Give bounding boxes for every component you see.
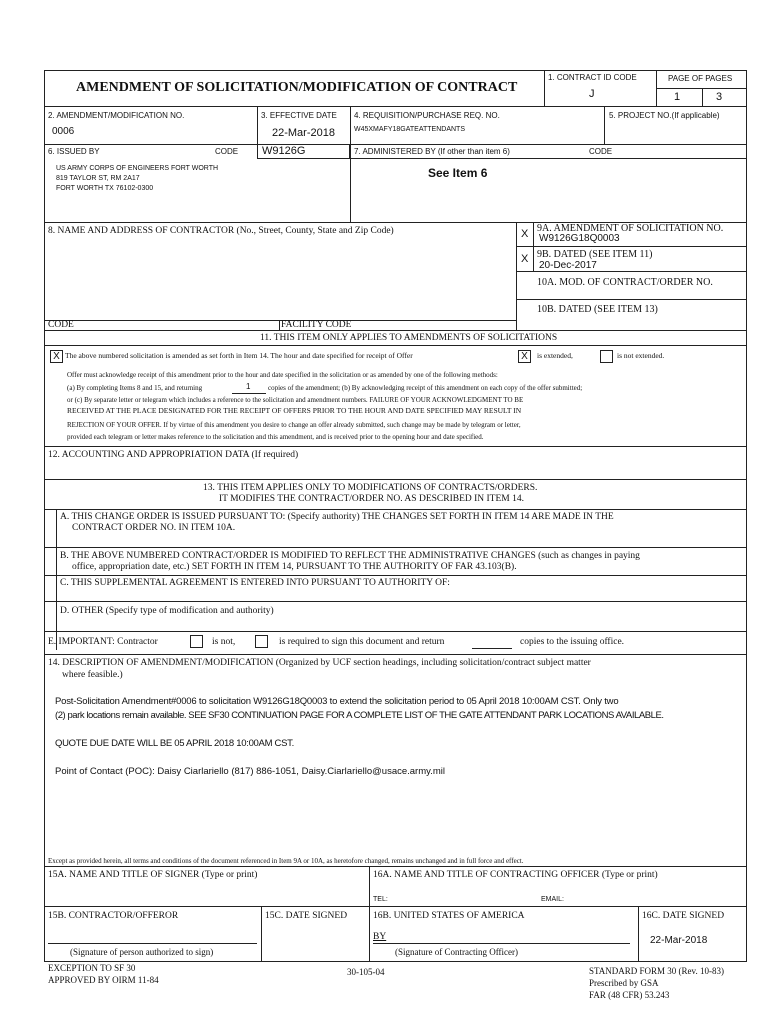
item9a-value: W9126G18Q0003 bbox=[539, 233, 620, 244]
administered-by-label: 7. ADMINISTERED BY (If other than item 6) bbox=[354, 147, 510, 156]
facility-code-label: FACILITY CODE bbox=[281, 320, 352, 330]
page-number: 1 bbox=[674, 91, 681, 103]
item9a-checkbox[interactable]: X bbox=[521, 228, 529, 240]
see-item-6: See Item 6 bbox=[428, 166, 488, 180]
contractor-is-required-checkbox[interactable] bbox=[255, 635, 268, 648]
item13-d: D. OTHER (Specify type of modification and authority) bbox=[60, 606, 274, 616]
item11-line1: The above numbered solicitation is amended as set forth in Item 14. The hour and date specified for receipt of Offer bbox=[65, 351, 413, 360]
footer-prescribed: Prescribed by GSA bbox=[589, 978, 659, 988]
important-is-required: is required to sign this document and return bbox=[279, 637, 445, 647]
item11-para4: RECEIVED AT THE PLACE DESIGNATED FOR THE RECEIPT OF OFFERS PRIOR TO THE HOUR AND DATE SPECIFIED MAY RESULT IN bbox=[67, 406, 522, 415]
item12-label: 12. ACCOUNTING AND APPROPRIATION DATA (If required) bbox=[48, 450, 299, 460]
item11-para5: REJECTION OF YOUR OFFER. If by virtue of this amendment you desire to change an offer already submitted, such change may be made by telegram or letter, bbox=[67, 421, 521, 429]
item11-para6: provided each telegram or letter makes reference to the solicitation and this amendment, and is received prior to the opening hour and date specified. bbox=[67, 433, 484, 441]
description-poc: Point of Contact (POC): Daisy Ciarlariello (817) 886-1051, Daisy.Ciarlariello@usace.army.mil bbox=[55, 766, 445, 777]
project-no-label: 5. PROJECT NO.(If applicable) bbox=[609, 111, 720, 120]
amendment-no-label: 2. AMENDMENT/MODIFICATION NO. bbox=[48, 111, 185, 120]
requisition-label: 4. REQUISITION/PURCHASE REQ. NO. bbox=[354, 111, 500, 120]
item9a-label: 9A. AMENDMENT OF SOLICITATION NO. bbox=[537, 223, 724, 234]
item13-b-line2: office, appropriation date, etc.) SET FORTH IN ITEM 14, PURSUANT TO THE AUTHORITY OF FAR 43.103(B). bbox=[72, 562, 517, 572]
signer-name-label: 15A. NAME AND TITLE OF SIGNER (Type or print) bbox=[48, 870, 258, 880]
item9b-label: 9B. DATED (SEE ITEM 11) bbox=[537, 249, 653, 260]
effective-date-label: 3. EFFECTIVE DATE bbox=[261, 111, 337, 120]
except-clause: Except as provided herein, all terms and conditions of the document referenced in Item 9A or 10A, as heretofore changed, remains unchanged and in full force and effect. bbox=[48, 857, 524, 865]
by-label: BY bbox=[373, 932, 387, 942]
page-total: 3 bbox=[716, 91, 723, 103]
contract-id-label: 1. CONTRACT ID CODE bbox=[548, 73, 637, 82]
officer-date-signed-label: 16C. DATE SIGNED bbox=[642, 911, 725, 921]
important-copies: copies to the issuing office. bbox=[520, 637, 625, 647]
item11-heading: 11. THIS ITEM ONLY APPLIES TO AMENDMENTS OF SOLICITATIONS bbox=[260, 333, 558, 343]
important-is-not: is not, bbox=[212, 637, 236, 647]
item14-label-line2: where feasible.) bbox=[62, 670, 123, 680]
item11-para3: or (c) By separate letter or telegram which includes a reference to the solicitation and amendment numbers. FAILURE OF YOUR ACKNOWLEDGMENT TO BE bbox=[67, 396, 524, 404]
page-of-pages-label: PAGE OF PAGES bbox=[668, 74, 733, 83]
form-title: AMENDMENT OF SOLICITATION/MODIFICATION OF CONTRACT bbox=[76, 80, 518, 95]
contractor-offeror-label: 15B. CONTRACTOR/OFFEROR bbox=[48, 911, 179, 921]
item13-heading1: 13. THIS ITEM APPLIES ONLY TO MODIFICATIONS OF CONTRACTS/ORDERS. bbox=[203, 483, 538, 493]
contractor-is-not-checkbox[interactable] bbox=[190, 635, 203, 648]
officer-date-signed-value: 22-Mar-2018 bbox=[650, 935, 708, 946]
admin-code-label: CODE bbox=[589, 147, 613, 156]
item13-heading2: IT MODIFIES THE CONTRACT/ORDER NO. AS DESCRIBED IN ITEM 14. bbox=[219, 494, 524, 504]
item10b-label: 10B. DATED (SEE ITEM 13) bbox=[537, 304, 658, 315]
item11-not-extended: is not extended. bbox=[617, 351, 665, 360]
footer-approved: APPROVED BY OIRM 11-84 bbox=[48, 975, 159, 985]
contract-id-value: J bbox=[589, 88, 595, 100]
footer-far: FAR (48 CFR) 53.243 bbox=[589, 990, 670, 1000]
requisition-value: W45XMAFY18GATEATTENDANTS bbox=[354, 126, 465, 133]
item10a-label: 10A. MOD. OF CONTRACT/ORDER NO. bbox=[537, 277, 713, 288]
item13-c: C. THIS SUPPLEMENTAL AGREEMENT IS ENTERED INTO PURSUANT TO AUTHORITY OF: bbox=[60, 578, 450, 588]
important-label: E. IMPORTANT: Contractor bbox=[48, 637, 158, 647]
footer-exception: EXCEPTION TO SF 30 bbox=[48, 963, 136, 973]
issued-code-label: CODE bbox=[215, 147, 239, 156]
item11-amended-checkbox[interactable]: X bbox=[50, 350, 63, 363]
usa-label: 16B. UNITED STATES OF AMERICA bbox=[373, 911, 525, 921]
item11-extended: is extended, bbox=[537, 351, 573, 360]
issuer-address-line3: FORT WORTH TX 76102-0300 bbox=[56, 185, 154, 192]
item13-b-line1: B. THE ABOVE NUMBERED CONTRACT/ORDER IS MODIFIED TO REFLECT THE ADMINISTRATIVE CHANGES (such as changes in paying bbox=[60, 551, 640, 561]
tel-label: TEL: bbox=[373, 896, 388, 903]
issuer-address-line1: US ARMY CORPS OF ENGINEERS FORT WORTH bbox=[56, 165, 219, 172]
footer-form-number: 30-105-04 bbox=[347, 967, 385, 977]
officer-name-label: 16A. NAME AND TITLE OF CONTRACTING OFFICER (Type or print) bbox=[373, 870, 658, 880]
item13-a-line2: CONTRACT ORDER NO. IN ITEM 10A. bbox=[72, 523, 236, 533]
issued-code-field[interactable]: W9126G bbox=[257, 144, 350, 159]
item11-para2b: copies of the amendment; (b) By acknowledging receipt of this amendment on each copy of the offer submitted; bbox=[268, 384, 583, 392]
description-line1: Post-Solicitation Amendment#0006 to solicitation W9126G18Q0003 to extend the solicitation period to 05 April 2018 10:00AM CST. Only two bbox=[55, 696, 619, 707]
footer-standard-form: STANDARD FORM 30 (Rev. 10-83) bbox=[589, 966, 724, 976]
description-line2: (2) park locations remain available. SEE SF30 CONTINUATION PAGE FOR A COMPLETE LIST OF THE GATE ATTENDANT PARK LOCATIONS AVAILABLE. bbox=[55, 710, 664, 721]
item11-not-extended-checkbox[interactable] bbox=[600, 350, 613, 363]
officer-signature-caption: (Signature of Contracting Officer) bbox=[395, 947, 519, 957]
item14-label-line1: 14. DESCRIPTION OF AMENDMENT/MODIFICATION (Organized by UCF section headings, including solicitation/contract subject matter bbox=[48, 658, 591, 668]
contractor-label: 8. NAME AND ADDRESS OF CONTRACTOR (No., Street, County, State and Zip Code) bbox=[48, 226, 394, 236]
item13-a-line1: A. THIS CHANGE ORDER IS ISSUED PURSUANT TO: (Specify authority) THE CHANGES SET FORTH IN ITEM 14 ARE MADE IN THE bbox=[60, 512, 614, 522]
issuer-address-line2: 819 TAYLOR ST, RM 2A17 bbox=[56, 175, 140, 182]
contractor-date-signed-label: 15C. DATE SIGNED bbox=[265, 911, 348, 921]
item9b-checkbox[interactable]: X bbox=[521, 253, 529, 265]
amendment-no-value: 0006 bbox=[52, 126, 75, 137]
contractor-signature-caption: (Signature of person authorized to sign) bbox=[70, 947, 214, 957]
item11-para1: Offer must acknowledge receipt of this amendment prior to the hour and date specified in the solicitation or as amended by one of the following methods: bbox=[67, 371, 498, 379]
description-line3: QUOTE DUE DATE WILL BE 05 APRIL 2018 10:00AM CST. bbox=[55, 738, 294, 749]
contractor-code-label: CODE bbox=[48, 320, 74, 330]
item11-extended-checkbox[interactable]: X bbox=[518, 350, 531, 363]
email-label: EMAIL: bbox=[541, 896, 564, 903]
item11-copies: 1 bbox=[246, 382, 251, 391]
issued-by-label: 6. ISSUED BY bbox=[48, 147, 100, 156]
effective-date-value: 22-Mar-2018 bbox=[272, 127, 335, 139]
item11-para2a: (a) By completing Items 8 and 15, and returning bbox=[67, 384, 203, 392]
item9b-value: 20-Dec-2017 bbox=[539, 260, 597, 271]
